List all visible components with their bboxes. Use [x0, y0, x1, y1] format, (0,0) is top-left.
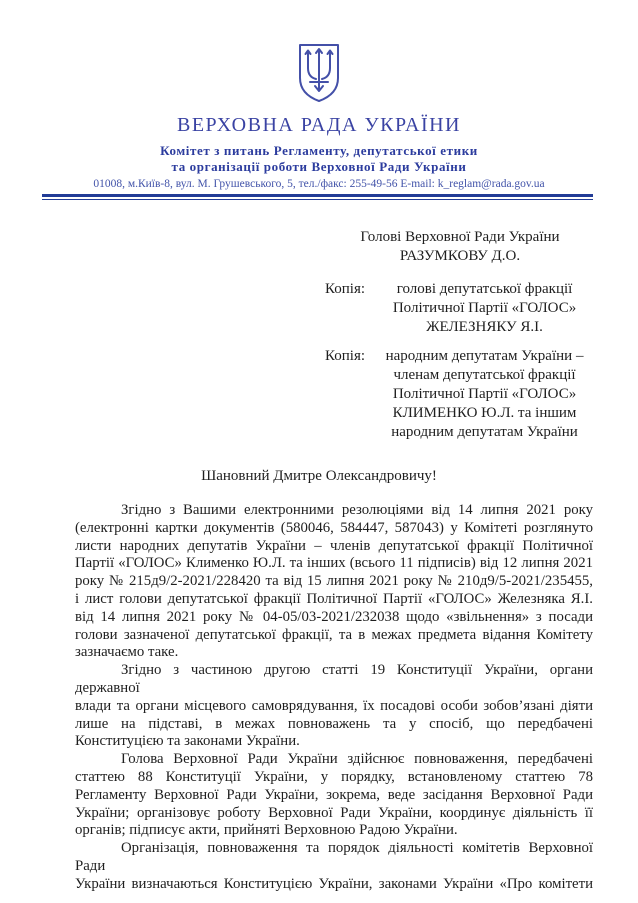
body-line: Партії «ГОЛОС» Клименко Ю.Л. та інших (всього 11 підписів) від 12 липня 2021: [75, 555, 593, 572]
body-line: і лист голови депутатської фракції Політичної Партії «ГОЛОС» Железняка Я.І.: [75, 590, 593, 607]
body-line: Згідно з Вашими електронними резолюціями від 14 липня 2021 року: [121, 502, 593, 518]
recipient-line: Голові Верховної Ради України: [360, 229, 560, 245]
copy-recipient-1: [325, 280, 595, 337]
copy-label: Копія:: [325, 348, 366, 364]
body-line: року № 215д9/2-2021/228420 та від 15 липня 2021 року № 210д9/5-2021/235455,: [75, 573, 593, 590]
body-line: влади та органи місцевого самоврядування, їх посадові особи зобов’язані діяти: [75, 697, 593, 714]
copy-recipient-1-lines: [374, 280, 595, 337]
primary-recipient: [325, 228, 595, 266]
committee-name-line2: та організації роботи Верховної Ради України: [171, 158, 467, 174]
recipient-line: народним депутатам України: [391, 424, 578, 440]
salutation: Шановний Дмитре Олександровичу!: [201, 468, 437, 484]
body-line: зазначаємо таке.: [75, 644, 179, 661]
recipient-line: КЛИМЕНКО Ю.Л. та іншим: [392, 405, 577, 421]
recipient-line: Політичної Партії «ГОЛОС»: [392, 386, 577, 402]
body-line: Конституцією та законами України.: [75, 733, 300, 750]
recipient-line: ЖЕЛЕЗНЯКУ Я.І.: [426, 319, 543, 335]
recipient-line: Політичної Партії «ГОЛОС»: [392, 300, 577, 316]
recipient-line: членам депутатської фракції: [393, 367, 576, 383]
copy-recipient-2-lines: [374, 347, 595, 442]
body-line: Регламенту Верховної Ради України, зокрема, веде засідання Верховної Ради: [75, 786, 593, 803]
body-line: від 14 липня 2021 року № 04-05/03-2021/232038 щодо «звільнення» з посади: [75, 608, 593, 625]
recipient-line: голові депутатської фракції: [396, 281, 573, 297]
ukraine-trident-emblem-icon: [293, 42, 345, 109]
body-line: Голова Верховної Ради України здійснює повноваження, передбачені: [121, 751, 593, 768]
recipient-line: РАЗУМКОВУ Д.О.: [399, 248, 521, 264]
body-line: статтею 88 Конституції України, у порядку, встановленому статтею 78: [75, 768, 593, 785]
body-line: голови зазначеної депутатської фракції, та в межах предмета відання Комітету: [75, 626, 593, 643]
body-line: Організація, повноваження та порядок діяльності комітетів Верховної Ради: [75, 840, 593, 874]
copy-recipient-2: [325, 347, 595, 442]
letterhead: [0, 0, 638, 190]
recipients-block: [325, 228, 595, 442]
body-line: (електронні картки документів (580046, 584447, 587043) у Комітеті розглянуто: [75, 519, 593, 536]
letterhead-address: 01008, м.Київ-8, вул. М. Грушевського, 5, тел./факс: 255-49-56 E-mail: k_reglam@rada.gov.ua: [93, 178, 545, 190]
copy-label: Копія:: [325, 281, 366, 297]
body-line: лише на підставі, в межах повноважень та у спосіб, що передбачені: [75, 715, 593, 732]
body-line: листи народних депутатів України – членів депутатської фракції Політичної: [75, 537, 593, 554]
body-line: України; організовує роботу Верховної Ради України, координує діяльність її: [75, 804, 593, 821]
body-paragraphs: [75, 502, 593, 894]
recipient-line: народним депутатам України –: [385, 348, 584, 364]
org-title: ВЕРХОВНА РАДА УКРАЇНИ: [176, 114, 461, 136]
committee-name-line1: Комітет з питань Регламенту, депутатської етики: [160, 143, 478, 158]
body-line: України визначаються Конституцією України, законами України «Про комітети: [75, 875, 593, 892]
body-line: органів; підписує акти, прийняті Верховною Радою України.: [75, 822, 458, 839]
body-line: Згідно з частиною другою статті 19 Конституції України, органи державної: [75, 662, 593, 696]
letterhead-double-rule: [42, 194, 593, 200]
